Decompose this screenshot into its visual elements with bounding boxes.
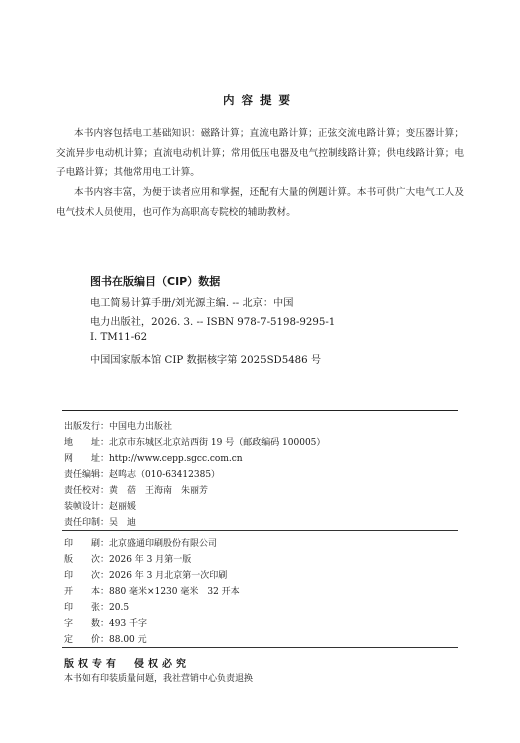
field-label: 责任编辑：	[64, 470, 110, 480]
field-value: 88.00 元	[109, 635, 147, 645]
field-value: 北京市东城区北京站西街 19 号（邮政编码 100005）	[109, 438, 326, 448]
publish-row	[64, 499, 136, 512]
field-value: 赵丽媛	[109, 502, 137, 512]
print-row	[64, 568, 227, 581]
summary-paragraph-2: 本书内容丰富，为便于读者应用和掌握，还配有大量的例题计算。本书可供广大电气工人及电气技术人员使用，也可作为高职高专院校的辅助教材。	[56, 187, 464, 218]
field-value: 2026 年 3 月北京第一次印刷	[109, 571, 228, 581]
cip-line-2: 电力出版社，2026. 3. -- ISBN 978-7-5198-9295-1	[90, 317, 336, 328]
field-value: 493 千字	[109, 619, 148, 629]
field-label: 开 本：	[64, 587, 110, 597]
field-label: 版 次：	[64, 555, 110, 565]
divider-bottom	[62, 647, 458, 648]
field-label: 责任校对：	[64, 486, 110, 496]
divider-top	[62, 410, 458, 411]
field-value: 2026 年 3 月第一版	[109, 555, 192, 565]
print-row	[64, 536, 217, 549]
field-label: 印 次：	[64, 571, 110, 581]
cip-line-3: Ⅰ. TM11-62	[90, 332, 148, 343]
field-label: 印 张：	[64, 603, 110, 613]
field-value: 北京盛通印刷股份有限公司	[109, 539, 218, 549]
publish-row	[64, 467, 220, 480]
field-label: 地 址：	[64, 438, 110, 448]
field-value: 吴 迪	[109, 518, 137, 528]
field-label: 印 刷：	[64, 539, 110, 549]
print-row	[64, 552, 191, 565]
field-label: 字 数：	[64, 619, 110, 629]
field-label: 定 价：	[64, 635, 110, 645]
publish-row	[64, 435, 325, 448]
copyright-title: 版权专有 侵权必究	[64, 659, 190, 670]
field-value: 20.5	[109, 603, 130, 613]
field-label: 出版发行：	[64, 422, 110, 432]
cip-line-4: 中国国家版本馆 CIP 数据核字第 2025SD5486 号	[90, 355, 322, 366]
print-row	[64, 616, 147, 629]
content-summary-title: 内容提要	[223, 93, 297, 107]
print-row	[64, 600, 129, 613]
publish-row	[64, 515, 136, 528]
summary-paragraph-1: 本书内容包括电工基础知识：磁路计算；直流电路计算；正弦交流电路计算；变压器计算；交流异步电动机计算；直流电动机计算；常用低压电器及电气控制线路计算；供电线路计算；电子电路计算；其他常用电工计算。	[56, 128, 464, 178]
field-value: 880 毫米×1230 毫米 32 开本	[109, 587, 240, 597]
field-value: 中国电力出版社	[109, 422, 173, 432]
publish-row	[64, 483, 208, 496]
print-row	[64, 632, 147, 645]
cip-line-1: 电工简易计算手册/刘光源主编. -- 北京：中国	[90, 298, 294, 309]
field-value: http://www.cepp.sgcc.com.cn	[109, 454, 243, 464]
field-value: 黄 蓓 王海南 朱丽芳	[109, 486, 209, 496]
field-label: 责任印制：	[64, 518, 110, 528]
publish-row	[64, 451, 243, 464]
publish-row	[64, 419, 172, 432]
field-label: 网 址：	[64, 454, 110, 464]
print-row	[64, 584, 240, 597]
copyright-notice: 本书如有印装质量问题，我社营销中心负责退换	[64, 674, 254, 684]
divider-middle	[62, 530, 458, 531]
field-label: 装帧设计：	[64, 502, 110, 512]
cip-title: 图书在版编目（CIP）数据	[90, 275, 221, 288]
field-value: 赵鸣志（010-63412385）	[109, 470, 221, 480]
